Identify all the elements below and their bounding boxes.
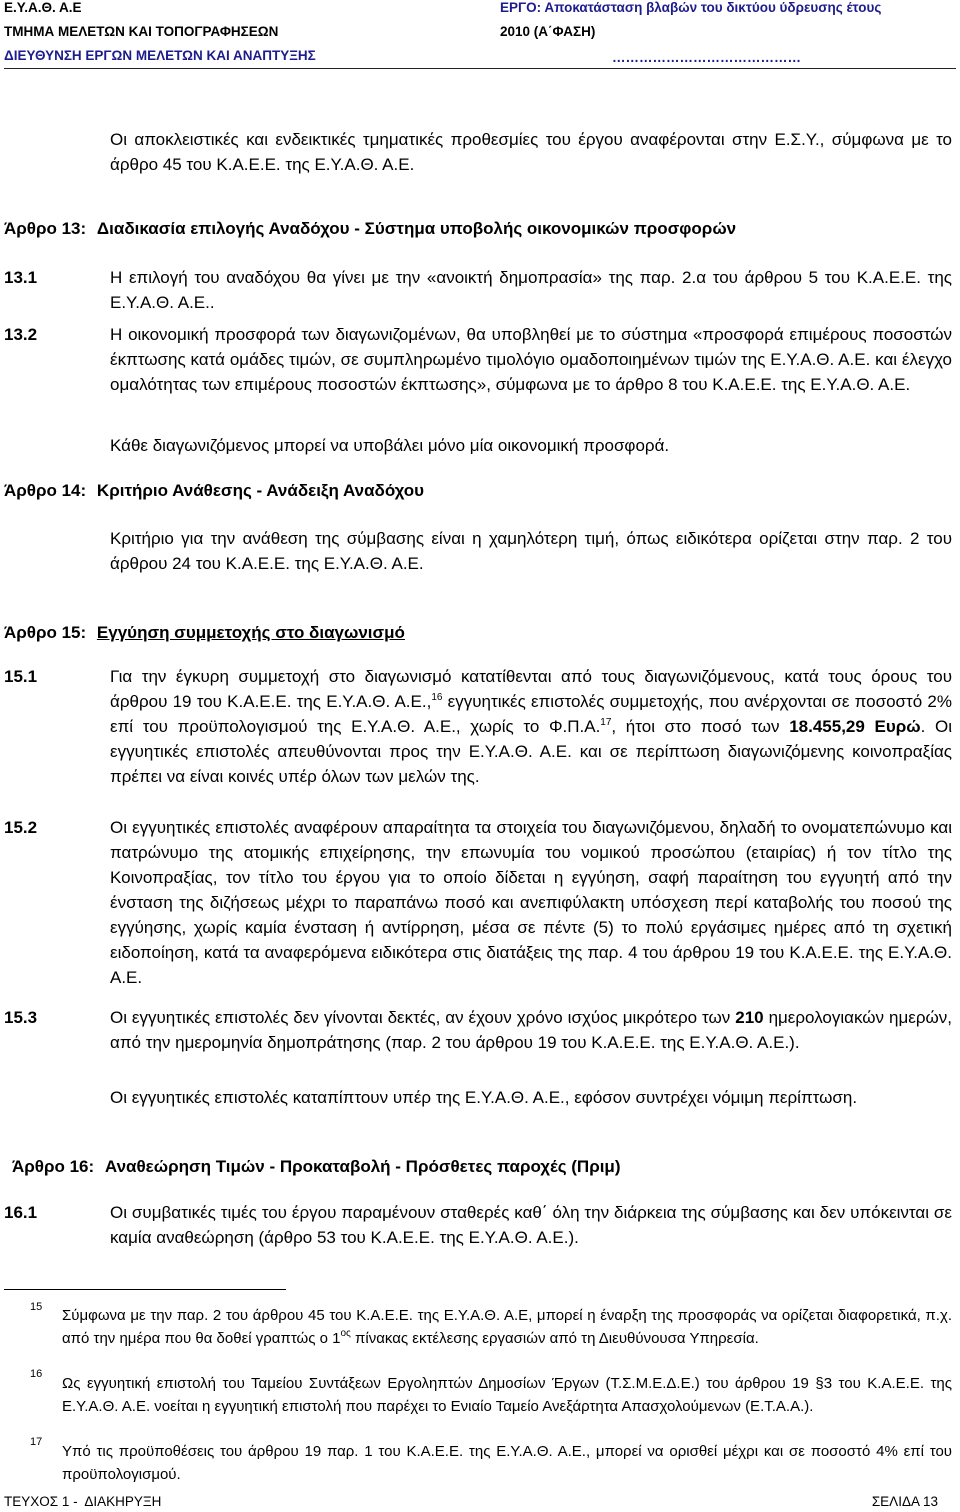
footnote-16-number: 16 bbox=[30, 1368, 43, 1380]
article-15-heading bbox=[4, 620, 405, 645]
clause-16-1-text: Οι συμβατικές τιμές του έργου παραμένουν σταθερές καθ΄ όλη την διάρκεια της σύμβασης και δεν υπόκεινται σε καμία αναθεώρηση (άρθρο 53 του Κ.Α.Ε.Ε. της Ε.Υ.Α.Θ. Α.Ε.). bbox=[110, 1203, 952, 1247]
article-16-label: Άρθρο 16: bbox=[12, 1157, 95, 1176]
clause-15-1-text bbox=[110, 664, 952, 789]
article-14-title: Κριτήριο Ανάθεσης - Ανάδειξη Αναδόχου bbox=[96, 481, 425, 500]
guarantee-amount: 18.455,29 Ευρώ bbox=[789, 717, 921, 736]
footnote-17-number: 17 bbox=[30, 1436, 43, 1448]
article-14-text: Κριτήριο για την ανάθεση της σύμβασης είναι η χαμηλότερη τιμή, όπως ειδικότερα ορίζεται στην παρ. 2 του άρθρου 24 του Κ.Α.Ε.Ε. της Ε.Υ.Α.Θ. Α.Ε. bbox=[110, 529, 952, 573]
article-15-title: Εγγύηση συμμετοχής στο διαγωνισμό bbox=[96, 623, 405, 642]
clause-15-1-part-d: . Οι εγγυητικές επιστολές απευθύνονται προς την Ε.Υ.Α.Θ. Α.Ε. και σε περίπτωση διαγωνιζόμενης κοινοπραξίας πρέπει να είναι κοινές υπέρ όλων των μελών της. bbox=[110, 717, 952, 786]
clause-15-3-text bbox=[110, 1005, 952, 1055]
clause-13-2-text: Η οικονομική προσφορά των διαγωνιζομένων, θα υποβληθεί με το σύστημα «προσφορά επιμέρους ποσοστών έκπτωσης κατά ομάδες τιμών, σε συμπληρωμένο τιμολόγιο ομαδοποιημένων τιμών της Ε.Υ.Α.Θ. Α.Ε. και έλεγχο ομαλότητας των επιμέρους ποσοστών έκπτωσης», σύμφωνα με το άρθρο 8 του Κ.Α.Ε.Ε. της Ε.Υ.Α.Θ. Α.Ε. bbox=[110, 325, 952, 394]
clause-16-1-number: 16.1 bbox=[4, 1203, 38, 1222]
clause-15-3-part-a: Οι εγγυητικές επιστολές δεν γίνονται δεκτές, αν έχουν χρόνο ισχύος μικρότερο των bbox=[110, 1008, 731, 1027]
clause-13-2-number: 13.2 bbox=[4, 325, 38, 344]
clause-15-1-part-a: Για την έγκυρη συμμετοχή στο διαγωνισμό κατατίθενται από τους διαγωνιζόμενους, κατά τους όρους του άρθρου 19 του Κ.Α.Ε.Ε. της Ε.Υ.Α.Θ. Α.Ε., bbox=[110, 667, 952, 711]
article-14-heading bbox=[4, 478, 424, 503]
clause-15-1-number: 15.1 bbox=[4, 667, 38, 686]
footnote-15-superscript: ος bbox=[340, 1328, 351, 1339]
clause-15-2-number: 15.2 bbox=[4, 818, 38, 837]
article-16-title: Αναθεώρηση Τιμών - Προκαταβολή - Πρόσθετες παροχές (Πριμ) bbox=[104, 1157, 621, 1176]
footnote-ref-17: 17 bbox=[600, 717, 612, 728]
clause-15-2-text: Οι εγγυητικές επιστολές αναφέρουν απαραίτητα τα στοιχεία του διαγωνιζόμενου, δηλαδή το ονοματεπώνυμο και πατρώνυμο της ατομικής επιχείρησης, την επωνυμία του νομικού προσώπου (εταιρίας) ή τον τίτλο της Κοινοπραξίας, τον τίτλο του έργου για το οποίο δίδεται η εγγύηση, σαφή παραίτηση του εγγυητή από την ένσταση της διζήσεως μέχρι το παραπάνω ποσό και ανεπιφύλακτη υπόσχεση περί καταβολής του ποσού της εγγύησης, χωρίς καμία ένσταση ή αντίρρηση, μέσα σε πέντε (5) το πολύ εργάσιμες ημέρες από τη σχετική ειδοποίηση, κατά τα αναφερόμενα ειδικότερα στις διατάξεις της παρ. 4 του άρθρου 19 του Κ.Α.Ε.Ε. της Ε.Υ.Α.Θ. Α.Ε. bbox=[110, 818, 952, 987]
clause-15-1-part-b: εγγυητικές επιστολές συμμετοχής, που ανέρχονται σε ποσοστό 2% επί του προϋπολογισμού της Ε.Υ.Α.Θ. Α.Ε., χωρίς το Φ.Π.Α. bbox=[110, 692, 953, 736]
article-13-title: Διαδικασία επιλογής Αναδόχου - Σύστημα υποβολής οικονομικών προσφορών bbox=[96, 219, 737, 238]
clause-13-1-text: Η επιλογή του αναδόχου θα γίνει με την «ανοικτή δημοπρασία» της παρ. 2.α του άρθρου 5 του Κ.Α.Ε.Ε. της Ε.Υ.Α.Θ. Α.Ε.. bbox=[110, 268, 952, 312]
project-dots: …………………………………… bbox=[612, 50, 801, 65]
org-abbreviation: Ε.Υ.Α.Θ. Α.Ε bbox=[4, 0, 82, 15]
footnote-17-text: Υπό τις προϋποθέσεις του άρθρου 19 παρ. 1 του Κ.Α.Ε.Ε. της Ε.Υ.Α.Θ. Α.Ε., μπορεί να ορισθεί μέχρι και σε ποσοστό 4% επί του προϋπολογισμού. bbox=[62, 1443, 952, 1483]
clause-15-1-part-c: , ήτοι στο ποσό των bbox=[611, 717, 780, 736]
footer-volume: ΤΕΥΧΟΣ 1 - ΔΙΑΚΗΡΥΞΗ bbox=[4, 1494, 162, 1509]
footnote-15-text bbox=[62, 1304, 952, 1350]
footnote-ref-16: 16 bbox=[431, 692, 443, 703]
department-name: ΤΜΗΜΑ ΜΕΛΕΤΩΝ ΚΑΙ ΤΟΠΟΓΡΑΦΗΣΕΩΝ bbox=[4, 24, 279, 39]
article-13-heading bbox=[4, 216, 736, 241]
footnote-15-part-b: πίνακας εκτέλεσης εργασιών από τη Διευθύνουσα Υπηρεσία. bbox=[350, 1330, 759, 1347]
clause-13-1-number: 13.1 bbox=[4, 268, 38, 287]
intro-paragraph: Οι αποκλειστικές και ενδεικτικές τμηματικές προθεσμίες του έργου αναφέρονται στην Ε.Σ.Υ., σύμφωνα με το άρθρο 45 του Κ.Α.Ε.Ε. της Ε.Υ.Α.Θ. Α.Ε. bbox=[110, 130, 952, 174]
header-divider bbox=[4, 68, 956, 69]
project-title-line1: ΕΡΓΟ: Αποκατάσταση βλαβών του δικτύου ύδρευσης έτους bbox=[500, 0, 882, 15]
clause-15-3-number: 15.3 bbox=[4, 1008, 38, 1027]
directorate-name: ΔΙΕΥΘΥΝΣΗ ΕΡΓΩΝ ΜΕΛΕΤΩΝ ΚΑΙ ΑΝΑΠΤΥΞΗΣ bbox=[4, 48, 316, 63]
footer-page-number: ΣΕΛΙΔΑ 13 bbox=[871, 1494, 938, 1509]
footnote-16-text: Ως εγγυητική επιστολή του Ταμείου Συντάξεων Εργοληπτών Δημοσίων Έργων (Τ.Σ.Μ.Ε.Δ.Ε.) του άρθρου 19 §3 του Κ.Α.Ε.Ε. της Ε.Υ.Α.Θ. Α.Ε. νοείται η εγγυητική επιστολή που παρέχει το Ενιαίο Ταμείο Ανεξάρτητα Απασχολούμενων (Ε.Τ.Α.Α.). bbox=[62, 1375, 952, 1415]
clause-15-3-note: Οι εγγυητικές επιστολές καταπίπτουν υπέρ της Ε.Υ.Α.Θ. Α.Ε., εφόσον συντρέχει νόμιμη περίπτωση. bbox=[110, 1088, 858, 1107]
footnote-15-part-a: Σύμφωνα με την παρ. 2 του άρθρου 45 του Κ.Α.Ε.Ε. της Ε.Υ.Α.Θ. Α.Ε, μπορεί η έναρξη της προσφοράς να ορίζεται διαφορετικά, π.χ. από την ημέρα που θα δοθεί γραπτώς ο 1 bbox=[62, 1307, 952, 1347]
article-15-label: Άρθρο 15: bbox=[4, 623, 87, 642]
article-13-label: Άρθρο 13: bbox=[4, 219, 87, 238]
clause-13-2-note: Κάθε διαγωνιζόμενος μπορεί να υποβάλει μόνο μία οικονομική προσφορά. bbox=[110, 436, 670, 455]
validity-days: 210 bbox=[735, 1008, 764, 1027]
footnote-15-number: 15 bbox=[30, 1301, 43, 1313]
project-title-line2: 2010 (Α΄ΦΑΣΗ) bbox=[500, 24, 596, 39]
clause-15-3-part-b: ημερολογιακών ημερών, από την ημερομηνία δημοπράτησης (παρ. 2 του άρθρου 19 του Κ.Α.Ε.Ε. της Ε.Υ.Α.Θ. Α.Ε.). bbox=[110, 1008, 952, 1052]
footnote-separator bbox=[4, 1289, 286, 1290]
article-16-heading bbox=[12, 1154, 621, 1179]
article-14-label: Άρθρο 14: bbox=[4, 481, 87, 500]
